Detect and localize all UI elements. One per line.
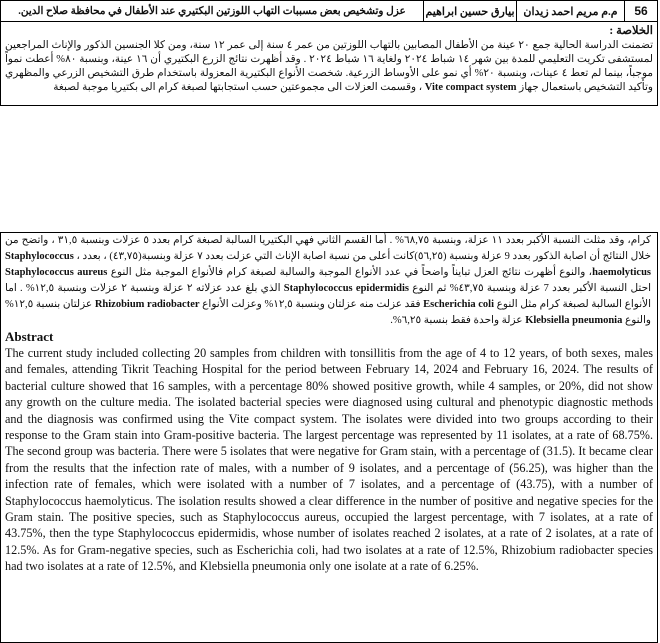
summary-text-part: ، وقسمت العزلات الى مجموعتين حسب استجابتها لصبغة كرام الى بكتيريا موجبة لصبغة (53, 82, 425, 93)
text-run: ، والنوع أظهرت نتائج العزل تبايناً واضحاً في عدد الأنواع الموجبة والسالبة لصبغة كرام فالأنواع الموجبة مثل النوع (110, 267, 593, 278)
arabic-continued (1, 233, 657, 329)
page-number: 56 (624, 1, 657, 21)
abstract-text: The current study included collecting 20 samples from children with tonsillitis from the age of 4 to 12 years, of both sexes, males and females, attending Tikrit Teaching Hospital for the period between February 14, 2024 and February 16, 2024. The results of bacterial culture showed that 16 samples, with a percentage 80% showed positive growth, while 4 samples, or 20%, did not show any growth on the culture media. The isolated bacterial species were diagnosed using cultural and phenotypic diagnostic methods and the diagnosis was confirmed using the Vite compact system. The isolates were divided into two groups according to their response to the Gram stain into Gram-positive bacteria. The largest percentage was represented by 11 isolates, at a rate of 68.75%. The second group was bacteria. There were 5 isolates that were negative for Gram stain, with a percentage of (31.5). It became clear from the results that the infection rate of males, with a number of 9 isolates, and a percentage of (56.25), was higher than the infection rate of females, which were isolated with a number of 7 isolates, and a percentage of (43.75), with a number of Staphylococcus haemolyticus. The isolation results showed a clear difference in the number of positive and negative species for the Gram stain. The positive species, such as Staphylococcus aureus, occupied the largest percentage, with 7 isolates, at a rate of 43.75%, then the type Staphylococcus epidermidis, whose number of isolates reached 2 isolates, at a rate of 2 isolates, at a rate of 12.5%. As for Gram-negative species, such as Escherichia coli, had two isolates at a rate of 12.5%, Rhizobium radiobacter species had two isolates at a rate of 12.5%, and Klebsiella pneumonia only one isolate at a rate of 6.25%. (5, 346, 653, 574)
author-name: بيارق حسين ابراهيم (423, 1, 516, 21)
species-name: Rhizobium radiobacter (94, 299, 200, 310)
arabic-paragraph (5, 233, 651, 329)
abstract-heading: Abstract (5, 329, 54, 344)
arabic-summary (0, 22, 658, 106)
species-name: Staphylococcus aureus (5, 267, 108, 278)
article-title: عزل وتشخيص بعض مسببات التهاب اللوزتين البكتيري عند الأطفال في محافظة صلاح الدين. (18, 6, 406, 17)
species-name: Staphylococcus haemolyticus (5, 251, 651, 278)
summary-text-part: تضمنت الدراسة الحالية جمع ٢٠ عينة من الأطفال المصابين بالتهاب اللوزتين من عمر ٤ سنة إلى عمر ١٢ سنة، ومن كلا الجنسين الذكور والإناث المراجعين لمستشفى تكريت التعليمي للمدة بين شهر ١٤ شباط ٢٠٢٤ ولغاية ١٦ شباط ٢٠٢٤ . وقد أظهرت نتائج الزرع البكتيري أن ١٦ عينة، وبنسبة ٨٠% أعطت نمواً موجباً، بينما لم تعط ٤ عينات، وبنسبة ٢٠% أي نمو على الأوساط الزرعية. شخصت الأنواع البكتيرية المعزولة باستخدام طرق التشخيص الزرعي والمظهري وتأكيد التشخيص باستعمال جهاز (5, 40, 654, 93)
species-name: Escherichia coli (423, 299, 494, 310)
page-header (0, 0, 658, 22)
species-name: Klebsiella pneumonia (525, 315, 623, 326)
species-name: Staphylococcus epidermidis (283, 283, 409, 294)
text-run: كرام، وقد مثلت النسبة الأكبر بعدد ١١ عزلة، وبنسبة ٦٨,٧٥% . أما القسم الثاني فهي البكتيريا السالبة لصبغة كرام بعدد ٥ عزلات وبنسبة ٣١,٥ ، واتضح من خلال النتائج أن اصابة الذكور بعدد 9 عزلة وبنسبة (٥٦,٢٥)كانت أعلى من نسبة اصابة الإناث التي عزلت بعدد ٧ عزلة وبنسبة(٤٣,٧٥) ، بعدد ، (5, 235, 652, 262)
summary-text (5, 39, 653, 95)
text-run: عزلتان بنسبة ١٢,٥% والنوع (5, 299, 651, 326)
text-run: احتل النسبة الأكبر بعدد 7 عزلة وبنسبة ٤٣,٧٥% ثم النوع (412, 283, 651, 294)
text-run: الذي بلغ عدد عزلاته ٢ عزلة وبنسبة ٢ عزلات وبنسبة ١٢,٥% . اما الأنواع السالبة لصبغة كرام مثل النوع (5, 283, 652, 310)
summary-heading: الخلاصة : (609, 25, 653, 37)
device-name: Vite compact system (424, 82, 517, 93)
content-block (0, 232, 658, 643)
text-run: عزلة واحدة فقط بنسبة ٦,٢٥%. (390, 315, 523, 326)
author-name: م.م مريم احمد زيدان (516, 1, 624, 21)
english-abstract (1, 329, 657, 575)
text-run: فقد عزلت منه عزلتان وبنسبة ١٢,٥% وعزلت الأنواع (202, 299, 421, 310)
